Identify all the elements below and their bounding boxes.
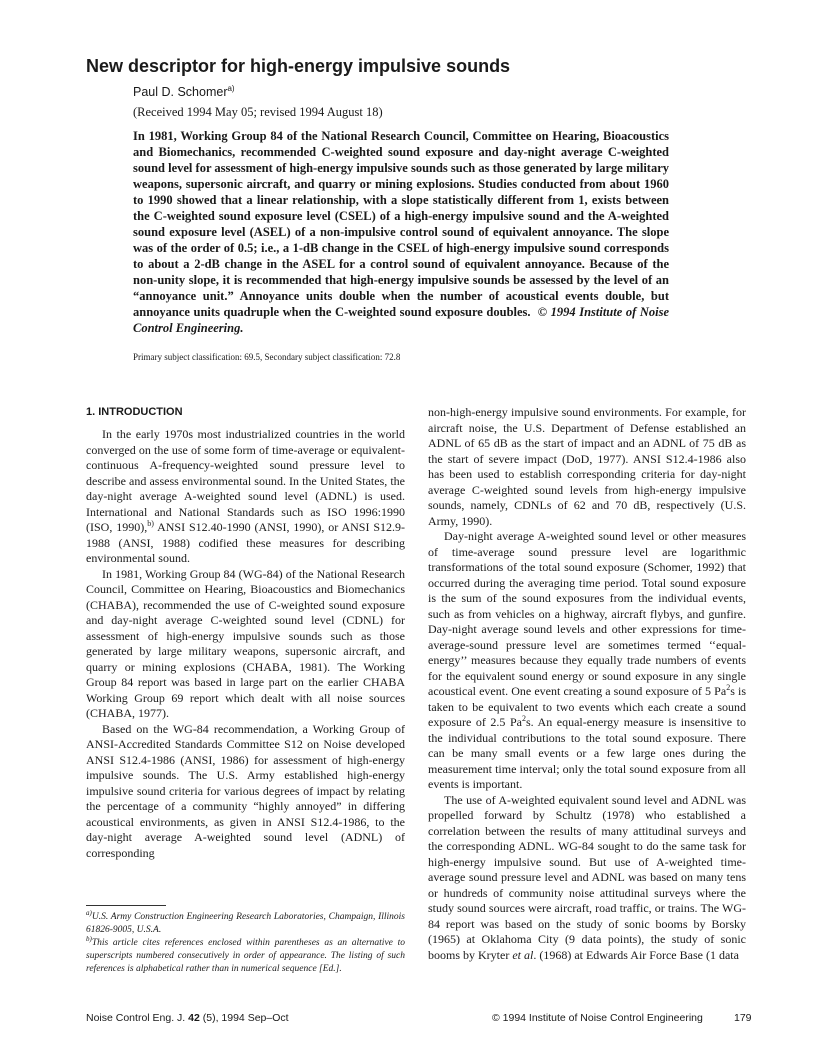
right-column bbox=[428, 405, 746, 963]
paragraph: In 1981, Working Group 84 (WG-84) of the National Research Council, Committee on Hearing, Bioacoustics and Biomechanics (CHABA), recommended the use of C-weighted sound exposure and day-night average C-weighted sound level (CDNL) for assessment of high-energy impulsive sounds such as those generated by large military weapons, supersonic aircraft, and quarry or mining explosions (CHABA, 1981). The Working Group 84 report was based in large part on the earlier CHABA Working Group 69 report which dealt with all noise sources (CHABA, 1977). bbox=[86, 566, 405, 720]
author-name: Paul D. Schomer bbox=[133, 85, 228, 99]
article-title: New descriptor for high-energy impulsive sounds bbox=[86, 56, 511, 76]
received-dates: (Received 1994 May 05; revised 1994 August 18) bbox=[133, 105, 383, 119]
footnotes bbox=[86, 911, 405, 976]
journal-name: Noise Control Eng. J. bbox=[86, 1012, 186, 1024]
paragraph: non-high-energy impulsive sound environments. For example, for aircraft noise, the U.S. Department of Defense established an ADNL of 65 dB as the start of impact and an ADNL of 75 dB as the start of severe impact (DoD, 1977). ANSI S12.4-1986 also has been used to establish corresponding criteria for day-night average C-weighted sound levels from high-energy impulsive sounds, namely, CDNLs of 62 and 70 dB, respectively (U.S. Army, 1990). bbox=[428, 405, 746, 528]
footer-copyright: © 1994 Institute of Noise Control Engineering bbox=[492, 1012, 703, 1024]
footnote-mark: b) bbox=[86, 935, 92, 943]
paragraph bbox=[86, 427, 405, 567]
footnote-mark: a) bbox=[86, 909, 92, 917]
superscript: 2 bbox=[521, 714, 526, 723]
journal-volume: 42 bbox=[188, 1012, 200, 1024]
left-column bbox=[86, 405, 405, 861]
journal-citation bbox=[86, 1012, 289, 1024]
superscript: 2 bbox=[726, 683, 731, 692]
paragraph bbox=[428, 529, 746, 793]
subject-classification: Primary subject classification: 69.5, Secondary subject classification: 72.8 bbox=[133, 352, 401, 362]
paragraph-text: ANSI S12.40-1990 (ANSI, 1990), or ANSI S12.9-1988 (ANSI, 1988) codified these measures for describing environmental sound. bbox=[86, 520, 405, 565]
abstract-text: In 1981, Working Group 84 of the National Research Council, Committee on Hearing, Bioacoustics and Biomechanics, recommended C-weighted sound exposure and day-night average C-weighted sound level for assessment of high-energy impulsive sounds such as those generated by large military weapons, supersonic aircraft, and quarry or mining explosions. Studies conducted from about 1960 to 1990 showed that a linear relationship, with a slope statistically different from 1, exists between the C-weighted sound exposure level (CSEL) of a high-energy impulsive sound and the A-weighted sound exposure level (ASEL) of a non-impulsive control sound of equivalent annoyance. The slope was of the order of 0.5; i.e., a 1-dB change in the CSEL of high-energy impulsive sound corresponds to about a 2-dB change in the ASEL for a control sound of equivalent annoyance. Because of the non-unity slope, it is recommended that high-energy impulsive sounds be assessed by the level of an “annoyance unit.” Annoyance units double when the number of acoustical events double, but annoyance units quadruple when the C-weighted sound exposure doubles. bbox=[133, 129, 669, 319]
author-line bbox=[133, 84, 235, 99]
paragraph-text: Day-night average A-weighted sound level or other measures of time-average sound pressure level are logarithmic transformations of the total sound exposure (Schomer, 1992) that occurred during the averaging time period. Total sound exposure is the sum of the sound exposures from the individual events, such as from vehicles on a highway, aircraft flybys, and gunfire. Day-night average sound levels and other expressions for time-average-sound pressure level are sometimes termed ‘‘equal-energy’’ measures because they equally trade numbers of events for the equivalent sound energy or sound exposure in any single acoustical event. One event creating a sound exposure of 5 Pa bbox=[428, 529, 746, 698]
paragraph-text: The use of A-weighted equivalent sound level and ADNL was propelled forward by Schultz (1978) who established a correlation between the results of many attitudinal surveys and the corresponding ADNL. WG-84 sought to do the same task for high-energy impulsive sound. But use of A-weighted time-average sound pressure level and ADNL was based on many tens or hundreds of community noise attitudinal surveys where the study sound sources were aircraft, road traffic, or trains. The WG-84 report was based on the study of sonic booms by Borsky (1965) at Oklahoma City (9 data points), the study of sonic booms by Kryter bbox=[428, 792, 746, 962]
paragraph-text: . (1968) at Edwards Air Force Base (1 data bbox=[533, 947, 739, 962]
paragraph-text: s. An equal-energy measure is insensitive to the individual contributions to the total sound exposure. There can be many small events or a few large ones during the measurement time interval; only the total sound exposure from all events is important. bbox=[428, 715, 746, 791]
abstract-copyright: © 1994 Institute of Noise Control Engineering. bbox=[133, 305, 670, 335]
footnote bbox=[86, 937, 405, 976]
paragraph-text: s is taken to be equivalent to two events which each create a sound exposure of 2.5 Pa bbox=[428, 684, 746, 729]
page-number: 179 bbox=[734, 1012, 752, 1024]
footnote-reference: b) bbox=[147, 519, 154, 528]
section-heading: 1. INTRODUCTION bbox=[86, 406, 183, 418]
footnote-text: This article cites references enclosed within parentheses as an alternative to superscripts numbered consecutively in order of appearance. The listing of such references is alphabetical rather than in numerical sequence [Ed.]. bbox=[86, 938, 405, 974]
footnote bbox=[86, 911, 405, 937]
footnote-rule bbox=[86, 905, 166, 906]
paragraph bbox=[428, 793, 746, 964]
footnote-text: U.S. Army Construction Engineering Research Laboratories, Champaign, Illinois 61826-9005, U.S.A. bbox=[86, 912, 405, 935]
paragraph: Based on the WG-84 recommendation, a Working Group of ANSI-Accredited Standards Committee S12 on Noise developed ANSI S12.4-1986 (ANSI, 1986) for assessment of high-energy impulsive sounds. The U.S. Army established high-energy impulsive sound criteria for various degrees of impact by relating the percentage of a community “highly annoyed” in differing acoustical environments, as given in ANSI S12.4-1986, to the day-night average A-weighted sound level (ADNL) of corresponding bbox=[86, 721, 405, 860]
author-affiliation-mark: a) bbox=[227, 84, 235, 93]
journal-issue: (5), 1994 Sep–Oct bbox=[202, 1012, 289, 1024]
paragraph-text: In the early 1970s most industrialized countries in the world converged on the use of some form of time-average or equivalent-continuous A-frequency-weighted sound pressure level to describe and assess environmental sound. In the United States, the day-night average A-weighted sound level (ADNL) is used. International and National Standards such as ISO 1996:1990 (ISO, 1990), bbox=[86, 427, 405, 534]
et-al: et al bbox=[512, 947, 534, 962]
abstract bbox=[133, 128, 669, 336]
